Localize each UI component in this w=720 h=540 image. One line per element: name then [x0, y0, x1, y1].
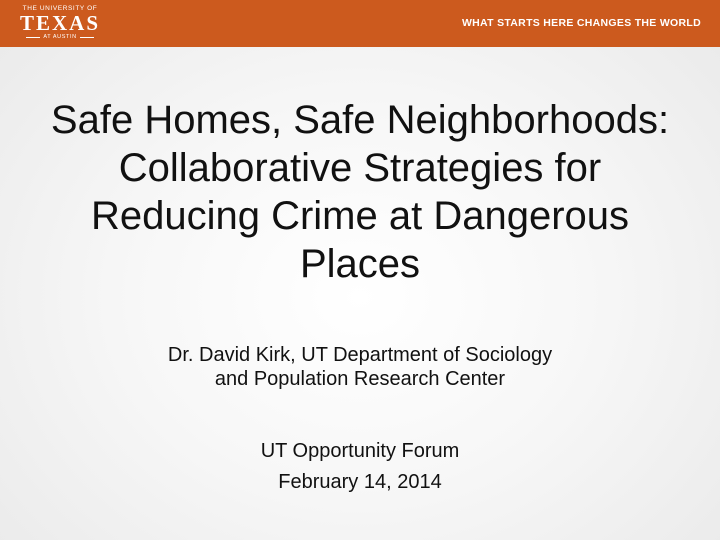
tagline: WHAT STARTS HERE CHANGES THE WORLD	[461, 17, 701, 29]
logo-rule-right	[80, 37, 94, 38]
ut-austin-logo	[18, 5, 102, 43]
author-line-1: Dr. David Kirk, UT Department of Sociology	[167, 344, 553, 366]
slide-subtitle	[60, 343, 660, 494]
logo-line-university: THE UNIVERSITY OF	[22, 5, 98, 12]
logo-rule-left	[26, 37, 40, 38]
header-banner	[0, 0, 720, 47]
spacer	[60, 391, 660, 439]
slide-title: Safe Homes, Safe Neighborhoods: Collaborative Strategies for Reducing Crime at Dangerous Places	[50, 98, 670, 286]
event-name: UT Opportunity Forum	[260, 440, 460, 462]
author-line-2: and Population Research Center	[214, 368, 506, 390]
logo-line-texas: TEXAS	[19, 11, 101, 35]
event-date: February 14, 2014	[278, 471, 442, 493]
logo-austin-text: AT AUSTIN	[43, 34, 77, 40]
